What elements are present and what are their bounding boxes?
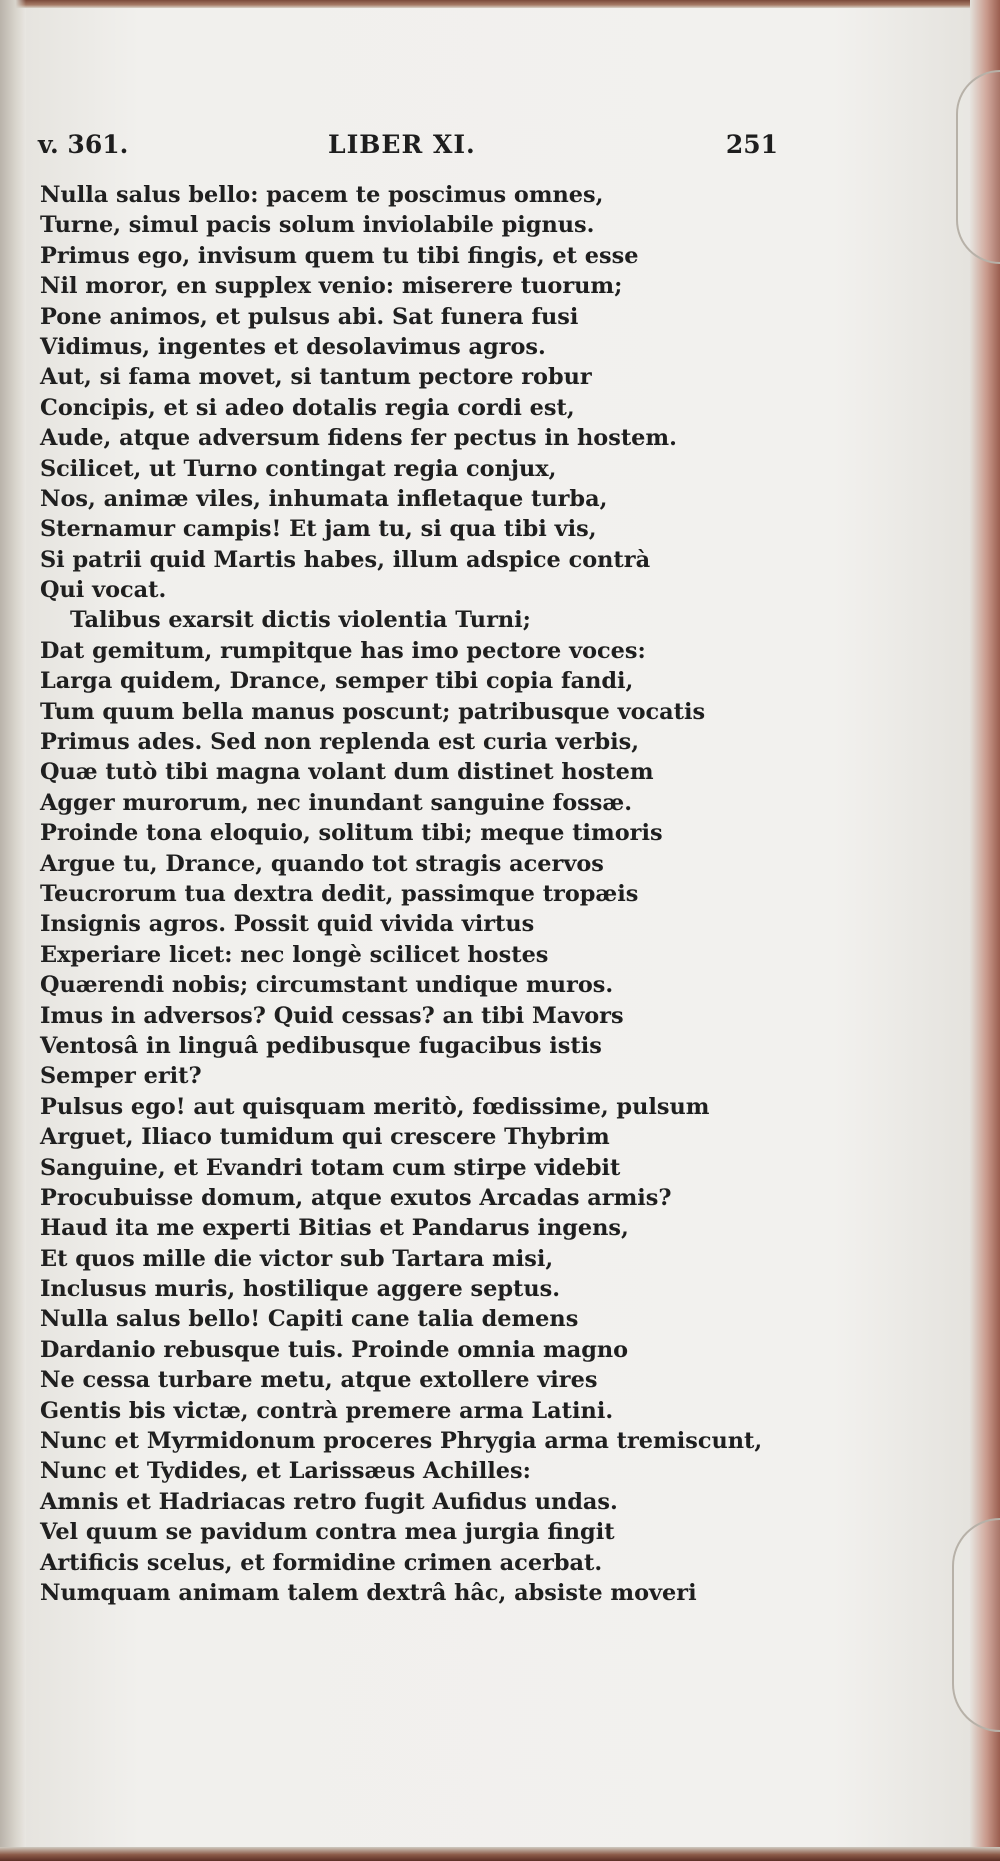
verse-line: Agger murorum, nec inundant sanguine fossæ. xyxy=(40,789,633,816)
verse-line: Quærendi nobis; circumstant undique muros. xyxy=(40,972,614,999)
page-number: 251 xyxy=(725,130,778,159)
verse-line: Pone animos, et pulsus abi. Sat funera fusi xyxy=(40,303,579,330)
verse-line: Pulsus ego! aut quisquam meritò, fœdissime, pulsum xyxy=(40,1093,710,1120)
verse-line: Turne, simul pacis solum inviolabile pignus. xyxy=(40,212,595,239)
verse-line: Proinde tona eloquio, solitum tibi; meque timoris xyxy=(40,820,663,847)
verse-line: Procubuisse domum, atque exutos Arcadas armis? xyxy=(40,1184,672,1211)
verse-line: Sanguine, et Evandri totam cum stirpe videbit xyxy=(40,1154,621,1181)
verse-line: Primus ades. Sed non replenda est curia verbis, xyxy=(40,729,640,756)
verse-line: Arguet, Iliaco tumidum qui crescere Thybrim xyxy=(40,1124,610,1151)
book-bottom-edge xyxy=(0,1847,1000,1861)
verse-line: Nulla salus bello: pacem te poscimus omnes, xyxy=(40,182,604,208)
verse-line: Nunc et Myrmidonum proceres Phrygia arma tremiscunt, xyxy=(40,1428,763,1455)
verse-line: Scilicet, ut Turno contingat regia conjux, xyxy=(40,455,557,482)
verse-line: Sternamur campis! Et jam tu, si qua tibi vis, xyxy=(40,516,597,543)
verse-line: Qui vocat. xyxy=(40,577,167,604)
verse-line: Experiare licet: nec longè scilicet hostes xyxy=(40,941,549,968)
verse-line: Nos, animæ viles, inhumata infletaque turba, xyxy=(40,485,608,512)
running-header xyxy=(38,130,778,166)
verse-line: Amnis et Hadriacas retro fugit Aufidus undas. xyxy=(40,1488,618,1515)
verse-line: Nunc et Tydides, et Larissæus Achilles: xyxy=(40,1458,531,1485)
verse-line: Aude, atque adversum fidens fer pectus in hostem. xyxy=(40,425,677,452)
verse-text xyxy=(40,180,800,1608)
book-title: LIBER XI. xyxy=(328,130,476,159)
verse-line: Dardanio rebusque tuis. Proinde omnia magno xyxy=(40,1336,629,1363)
verse-line: Vel quum se pavidum contra mea jurgia fingit xyxy=(40,1519,615,1546)
verse-line: Nil moror, en supplex venio: miserere tuorum; xyxy=(40,273,623,300)
verse-line: Tum quum bella manus poscunt; patribusque vocatis xyxy=(40,698,706,725)
verse-line: Insignis agros. Possit quid vivida virtus xyxy=(40,911,535,938)
verse-line: Ne cessa turbare metu, atque extollere vires xyxy=(40,1367,598,1394)
verse-line: Larga quidem, Drance, semper tibi copia fandi, xyxy=(40,668,634,695)
verse-line: Si patrii quid Martis habes, illum adspice contrà xyxy=(40,546,651,573)
verse-line: Teucrorum tua dextra dedit, passimque tropæis xyxy=(40,880,639,907)
verse-line: Argue tu, Drance, quando tot stragis acervos xyxy=(40,850,604,877)
verse-line: Ventosâ in linguâ pedibusque fugacibus istis xyxy=(40,1032,602,1059)
book-gutter xyxy=(0,0,26,1861)
verse-line: Semper erit? xyxy=(40,1063,202,1090)
book-top-edge xyxy=(0,0,1000,8)
verse-line: Inclusus muris, hostilique aggere septus. xyxy=(40,1276,561,1303)
verse-line: Quæ tutò tibi magna volant dum distinet hostem xyxy=(40,759,654,786)
verse-line: Imus in adversos? Quid cessas? an tibi Mavors xyxy=(40,1002,624,1029)
verse-line: Aut, si fama movet, si tantum pectore robur xyxy=(40,364,592,391)
verse-line: Gentis bis victæ, contrà premere arma Latini. xyxy=(40,1397,614,1424)
verse-line: Vidimus, ingentes et desolavimus agros. xyxy=(40,333,546,360)
verse-reference: v. 361. xyxy=(38,130,129,159)
verse-line: Numquam animam talem dextrâ hâc, absiste moveri xyxy=(40,1579,697,1606)
verse-line: Concipis, et si adeo dotalis regia cordi est, xyxy=(40,394,575,421)
verse-line: Et quos mille die victor sub Tartara misi, xyxy=(40,1245,554,1272)
verse-line: Dat gemitum, rumpitque has imo pectore voces: xyxy=(40,637,646,664)
verse-line: Nulla salus bello! Capiti cane talia demens xyxy=(40,1306,579,1333)
page-clip-top xyxy=(956,70,1000,264)
verse-line: Haud ita me experti Bitias et Pandarus ingens, xyxy=(40,1215,629,1242)
verse-line: Artificis scelus, et formidine crimen acerbat. xyxy=(40,1549,603,1576)
page-clip-bottom xyxy=(952,1518,1000,1732)
verse-line: Talibus exarsit dictis violentia Turni; xyxy=(70,607,531,634)
verse-line: Primus ego, invisum quem tu tibi fingis, et esse xyxy=(40,242,639,269)
